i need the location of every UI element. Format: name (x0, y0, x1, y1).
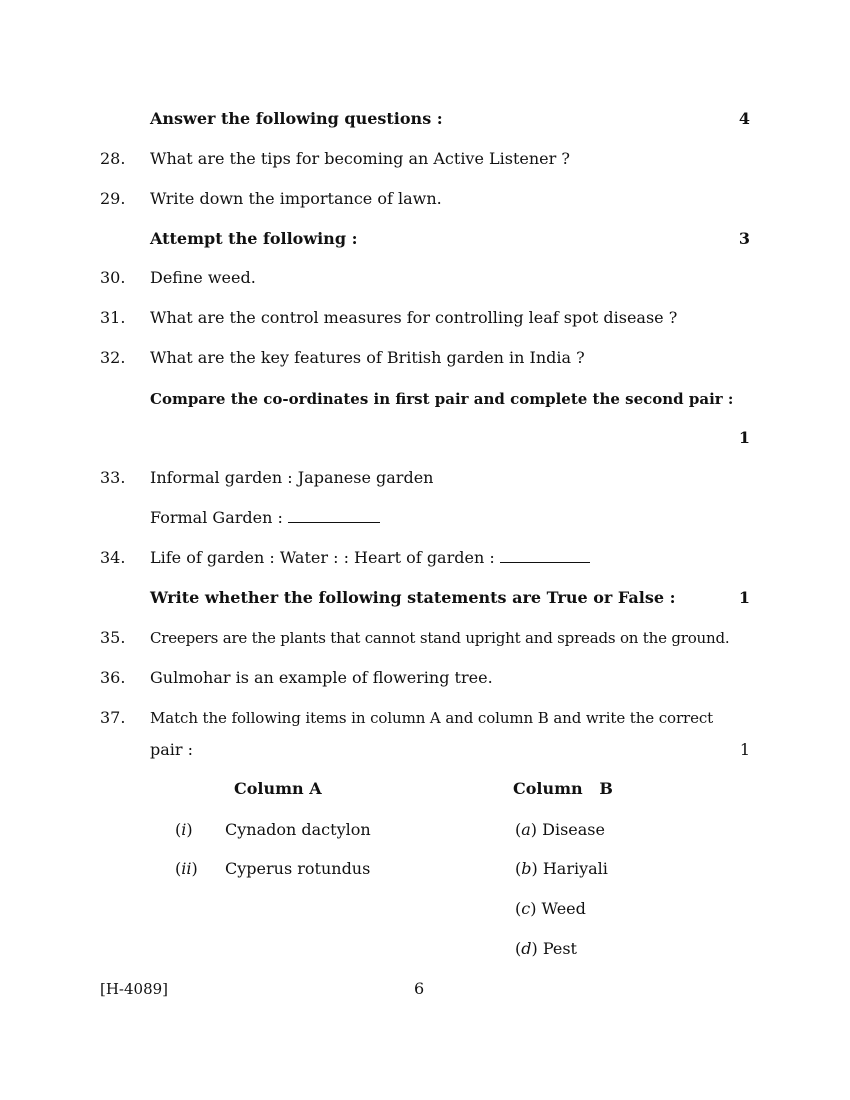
question-number: 35. (100, 628, 126, 647)
column-a-label: (i) (175, 820, 193, 839)
column-b-item: (a) Disease (515, 820, 605, 839)
question-line2 (150, 508, 380, 528)
column-b-text: Pest (542, 939, 577, 958)
question-number: 31. (100, 308, 126, 327)
question-text-line2: pair : (150, 740, 194, 759)
question-text: Gulmohar is an example of flowering tree. (150, 668, 493, 687)
section-marks-truefalse: 1 (738, 588, 750, 607)
question-text: What are the control measures for controlling leaf spot disease ? (150, 308, 678, 327)
question-number: 28. (100, 149, 126, 168)
question-number: 36. (100, 668, 126, 687)
question-number: 34. (100, 548, 126, 567)
question-line (150, 548, 590, 568)
section-heading-answer: Answer the following questions : (150, 109, 443, 128)
column-b-text: Disease (542, 820, 605, 839)
column-a-heading: Column A (234, 779, 322, 798)
column-a-item: Cynadon dactylon (225, 820, 371, 839)
label-letter: b (521, 859, 532, 878)
section-heading-truefalse: Write whether the following statements are True or False : (150, 588, 676, 607)
question-number: 33. (100, 468, 126, 487)
column-b-item: (c) Weed (515, 899, 586, 918)
question-number: 32. (100, 348, 126, 367)
question-text: What are the tips for becoming an Active Listener ? (150, 149, 570, 168)
column-a-label: (ii) (175, 859, 198, 878)
column-b-item: (b) Hariyali (515, 859, 608, 878)
label-roman: i (181, 820, 187, 839)
section-marks-compare: 1 (738, 428, 750, 447)
question-number: 37. (100, 708, 126, 727)
paper-code: [H-4089] (100, 980, 169, 998)
question-marks: 1 (739, 740, 750, 759)
question-text: Life of garden : Water : : Heart of garden : (150, 548, 495, 567)
question-text: Match the following items in column A and column B and write the correct (150, 709, 714, 727)
section-marks-answer: 4 (738, 109, 750, 128)
column-b-text: Hariyali (542, 859, 608, 878)
answer-blank (288, 508, 380, 523)
question-text: Write down the importance of lawn. (150, 189, 442, 208)
question-text: What are the key features of British garden in India ? (150, 348, 585, 367)
page-number: 6 (414, 979, 425, 998)
column-b-item: (d) Pest (515, 939, 577, 958)
column-a-item: Cyperus rotundus (225, 859, 371, 878)
column-b-heading: Column B (513, 779, 613, 798)
section-heading-compare: Compare the co-ordinates in first pair and complete the second pair : (150, 390, 734, 408)
label-roman: ii (181, 859, 192, 878)
question-number: 30. (100, 268, 126, 287)
section-heading-attempt: Attempt the following : (150, 229, 358, 248)
question-text-line2: Formal Garden : (150, 508, 283, 527)
question-text: Creepers are the plants that cannot stand upright and spreads on the ground. (150, 629, 730, 647)
answer-blank (500, 548, 590, 563)
question-text: Define weed. (150, 268, 256, 287)
column-b-text: Weed (541, 899, 586, 918)
label-letter: c (521, 899, 531, 918)
question-text: Informal garden : Japanese garden (150, 468, 434, 487)
question-number: 29. (100, 189, 126, 208)
section-marks-attempt: 3 (738, 229, 750, 248)
label-letter: a (521, 820, 531, 839)
label-letter: d (521, 939, 532, 958)
